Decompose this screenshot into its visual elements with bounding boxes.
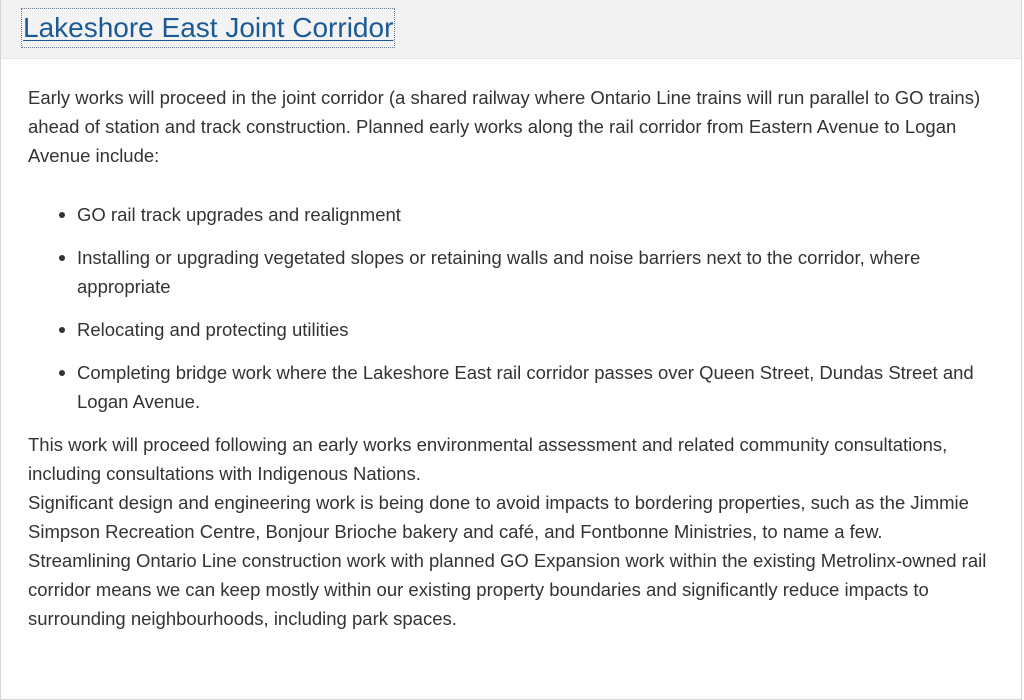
list-item-text: Relocating and protecting utilities bbox=[77, 319, 349, 340]
list-item bbox=[77, 358, 987, 416]
accordion-content bbox=[1, 59, 1021, 633]
early-works-list bbox=[28, 200, 987, 416]
list-item bbox=[77, 200, 987, 229]
list-item-text: GO rail track upgrades and realignment bbox=[77, 204, 401, 225]
section-title-link[interactable]: Lakeshore East Joint Corridor bbox=[22, 9, 394, 47]
bullet-icon bbox=[59, 212, 65, 218]
list-item-text: Installing or upgrading vegetated slopes or retaining walls and noise barriers next to the corridor, where appropriate bbox=[77, 247, 921, 297]
bullet-icon bbox=[59, 370, 65, 376]
list-item bbox=[77, 243, 987, 301]
bullet-icon bbox=[59, 255, 65, 261]
intro-paragraph: Early works will proceed in the joint corridor (a shared railway where Ontario Line trains will run parallel to GO trains) ahead of station and track construction. Planned early works along the rail corridor from Eastern Avenue to Logan Avenue include: bbox=[28, 87, 981, 166]
list-item bbox=[77, 315, 987, 344]
accordion-header[interactable] bbox=[1, 0, 1021, 59]
bullet-icon bbox=[59, 327, 65, 333]
assessment-paragraph: This work will proceed following an early works environmental assessment and related community consultations, including consultations with Indigenous Nations. bbox=[28, 434, 948, 484]
design-paragraph: Significant design and engineering work is being done to avoid impacts to bordering properties, such as the Jimmie Simpson Recreation Centre, Bonjour Brioche bakery and café, and Fontbonne Ministries, to name a few. Streamlining Ontario Line construction work with planned GO Expansion work within the existing Metrolinx-owned rail corridor means we can keep mostly within our existing property boundaries and significantly reduce impacts to surrounding neighbourhoods, including park spaces. bbox=[28, 492, 987, 629]
list-item-text: Completing bridge work where the Lakeshore East rail corridor passes over Queen Street, Dundas Street and Logan Avenue. bbox=[77, 362, 974, 412]
